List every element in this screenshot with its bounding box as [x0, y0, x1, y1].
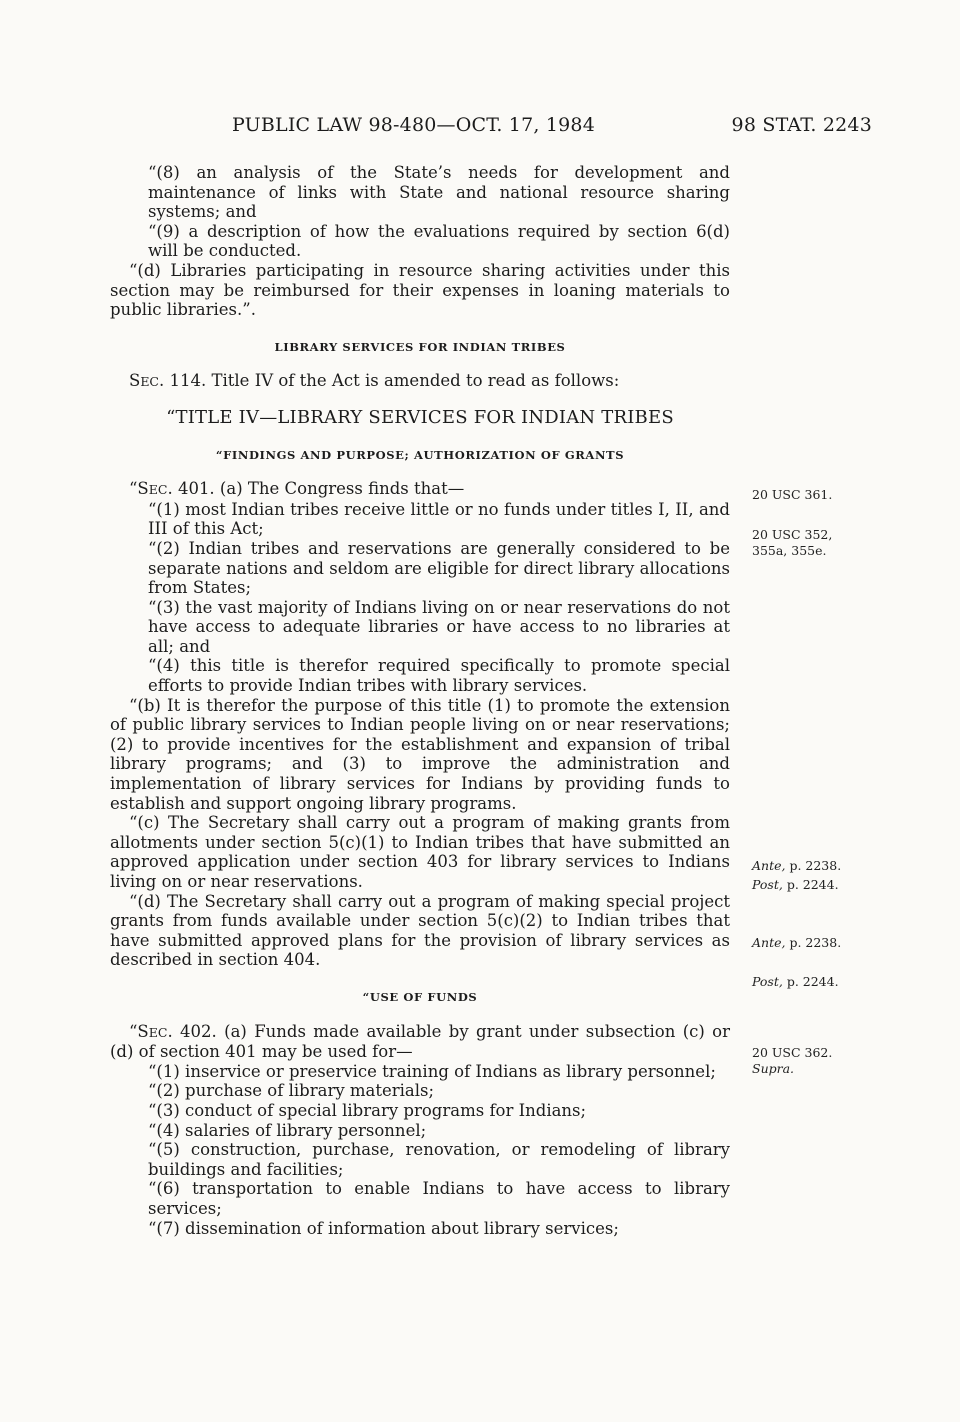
- section-heading-findings: “FINDINGS AND PURPOSE; AUTHORIZATION OF GRANTS: [215, 447, 625, 462]
- use-7: “(7) dissemination of information about library services;: [148, 1218, 619, 1238]
- title-iv-heading: “TITLE IV—LIBRARY SERVICES FOR INDIAN TRIBES: [166, 406, 674, 428]
- margin-note-ante-post: Ante, p. 2238. Post, p. 2244.: [752, 858, 842, 892]
- margin-note-post-2244: Post, p. 2244.: [752, 974, 839, 989]
- finding-1: “(1) most Indian tribes receive little or no funds under titles I, II, and III of this Act;: [148, 499, 730, 539]
- paragraph-c-grants: “(c) The Secretary shall carry out a program of making grants from allotments under section 5(c)(1) to Indian tribes that have submitted an approved application under section 403 for library services to Indians living on or near reservations.: [110, 813, 730, 891]
- sec-402-line: “SEC. 402. (a) Funds made available by grant under subsection (c) or (d) of section 401 may be used for—: [110, 1021, 730, 1062]
- use-1: “(1) inservice or preservice training of Indians as library personnel;: [148, 1061, 716, 1081]
- sec-114-line: SEC. 114. Title IV of the Act is amended to read as follows:: [129, 371, 620, 391]
- header-title: PUBLIC LAW 98-480—OCT. 17, 1984: [232, 114, 596, 136]
- margin-note-20-usc-352: 20 USC 352, 355a, 355e.: [752, 527, 833, 558]
- page-header: [232, 114, 872, 144]
- finding-2: “(2) Indian tribes and reservations are generally considered to be separate nations and seldom are eligible for direct library allocations from States;: [148, 538, 730, 598]
- margin-note-20-usc-362: 20 USC 362. Supra.: [752, 1045, 833, 1076]
- section-heading-use-of-funds: “USE OF FUNDS: [362, 989, 478, 1004]
- document-body: [110, 163, 730, 1238]
- use-4: “(4) salaries of library personnel;: [148, 1120, 427, 1140]
- paragraph-d-resource-sharing: “(d) Libraries participating in resource sharing activities under this section may be reimbursed for their expenses in loaning materials to public libraries.”.: [110, 260, 730, 320]
- section-heading-library-services: LIBRARY SERVICES FOR INDIAN TRIBES: [274, 339, 566, 354]
- use-6: “(6) transportation to enable Indians to have access to library services;: [148, 1179, 730, 1218]
- statute-page-number: 98 STAT. 2243: [731, 114, 872, 136]
- finding-3: “(3) the vast majority of Indians living on or near reservations do not have access to adequate libraries or have access to no libraries at all; and: [148, 597, 730, 656]
- paragraph-b-purpose: “(b) It is therefor the purpose of this title (1) to promote the extension of public library services to Indian people living on or near reservations; (2) to provide incentives for the establishment and expansion of tribal library programs; and (3) to improve the administration and implementation of library services for Indians by providing funds to establish and support ongoing library programs.: [110, 695, 730, 813]
- use-5: “(5) construction, purchase, renovation, or remodeling of library buildings and facilities;: [148, 1140, 730, 1179]
- paragraph-8: “(8) an analysis of the State’s needs for development and maintenance of links with State and national resource sharing systems; and: [148, 163, 730, 222]
- use-2: “(2) purchase of library materials;: [148, 1081, 435, 1101]
- sec-401-line: “SEC. 401. (a) The Congress finds that—: [129, 479, 465, 499]
- use-3: “(3) conduct of special library programs for Indians;: [148, 1100, 587, 1120]
- margin-note-ante-2238: Ante, p. 2238.: [752, 935, 842, 950]
- paragraph-d-special-grants: “(d) The Secretary shall carry out a program of making special project grants from funds available under section 5(c)(2) to Indian tribes that have submitted approved plans for the provision of library services as described in section 404.: [110, 891, 730, 970]
- margin-note-20-usc-361: 20 USC 361.: [752, 487, 833, 502]
- finding-4: “(4) this title is therefor required specifically to promote special efforts to provide Indian tribes with library services.: [148, 656, 730, 696]
- paragraph-9: “(9) a description of how the evaluations required by section 6(d) will be conducted.: [148, 221, 730, 261]
